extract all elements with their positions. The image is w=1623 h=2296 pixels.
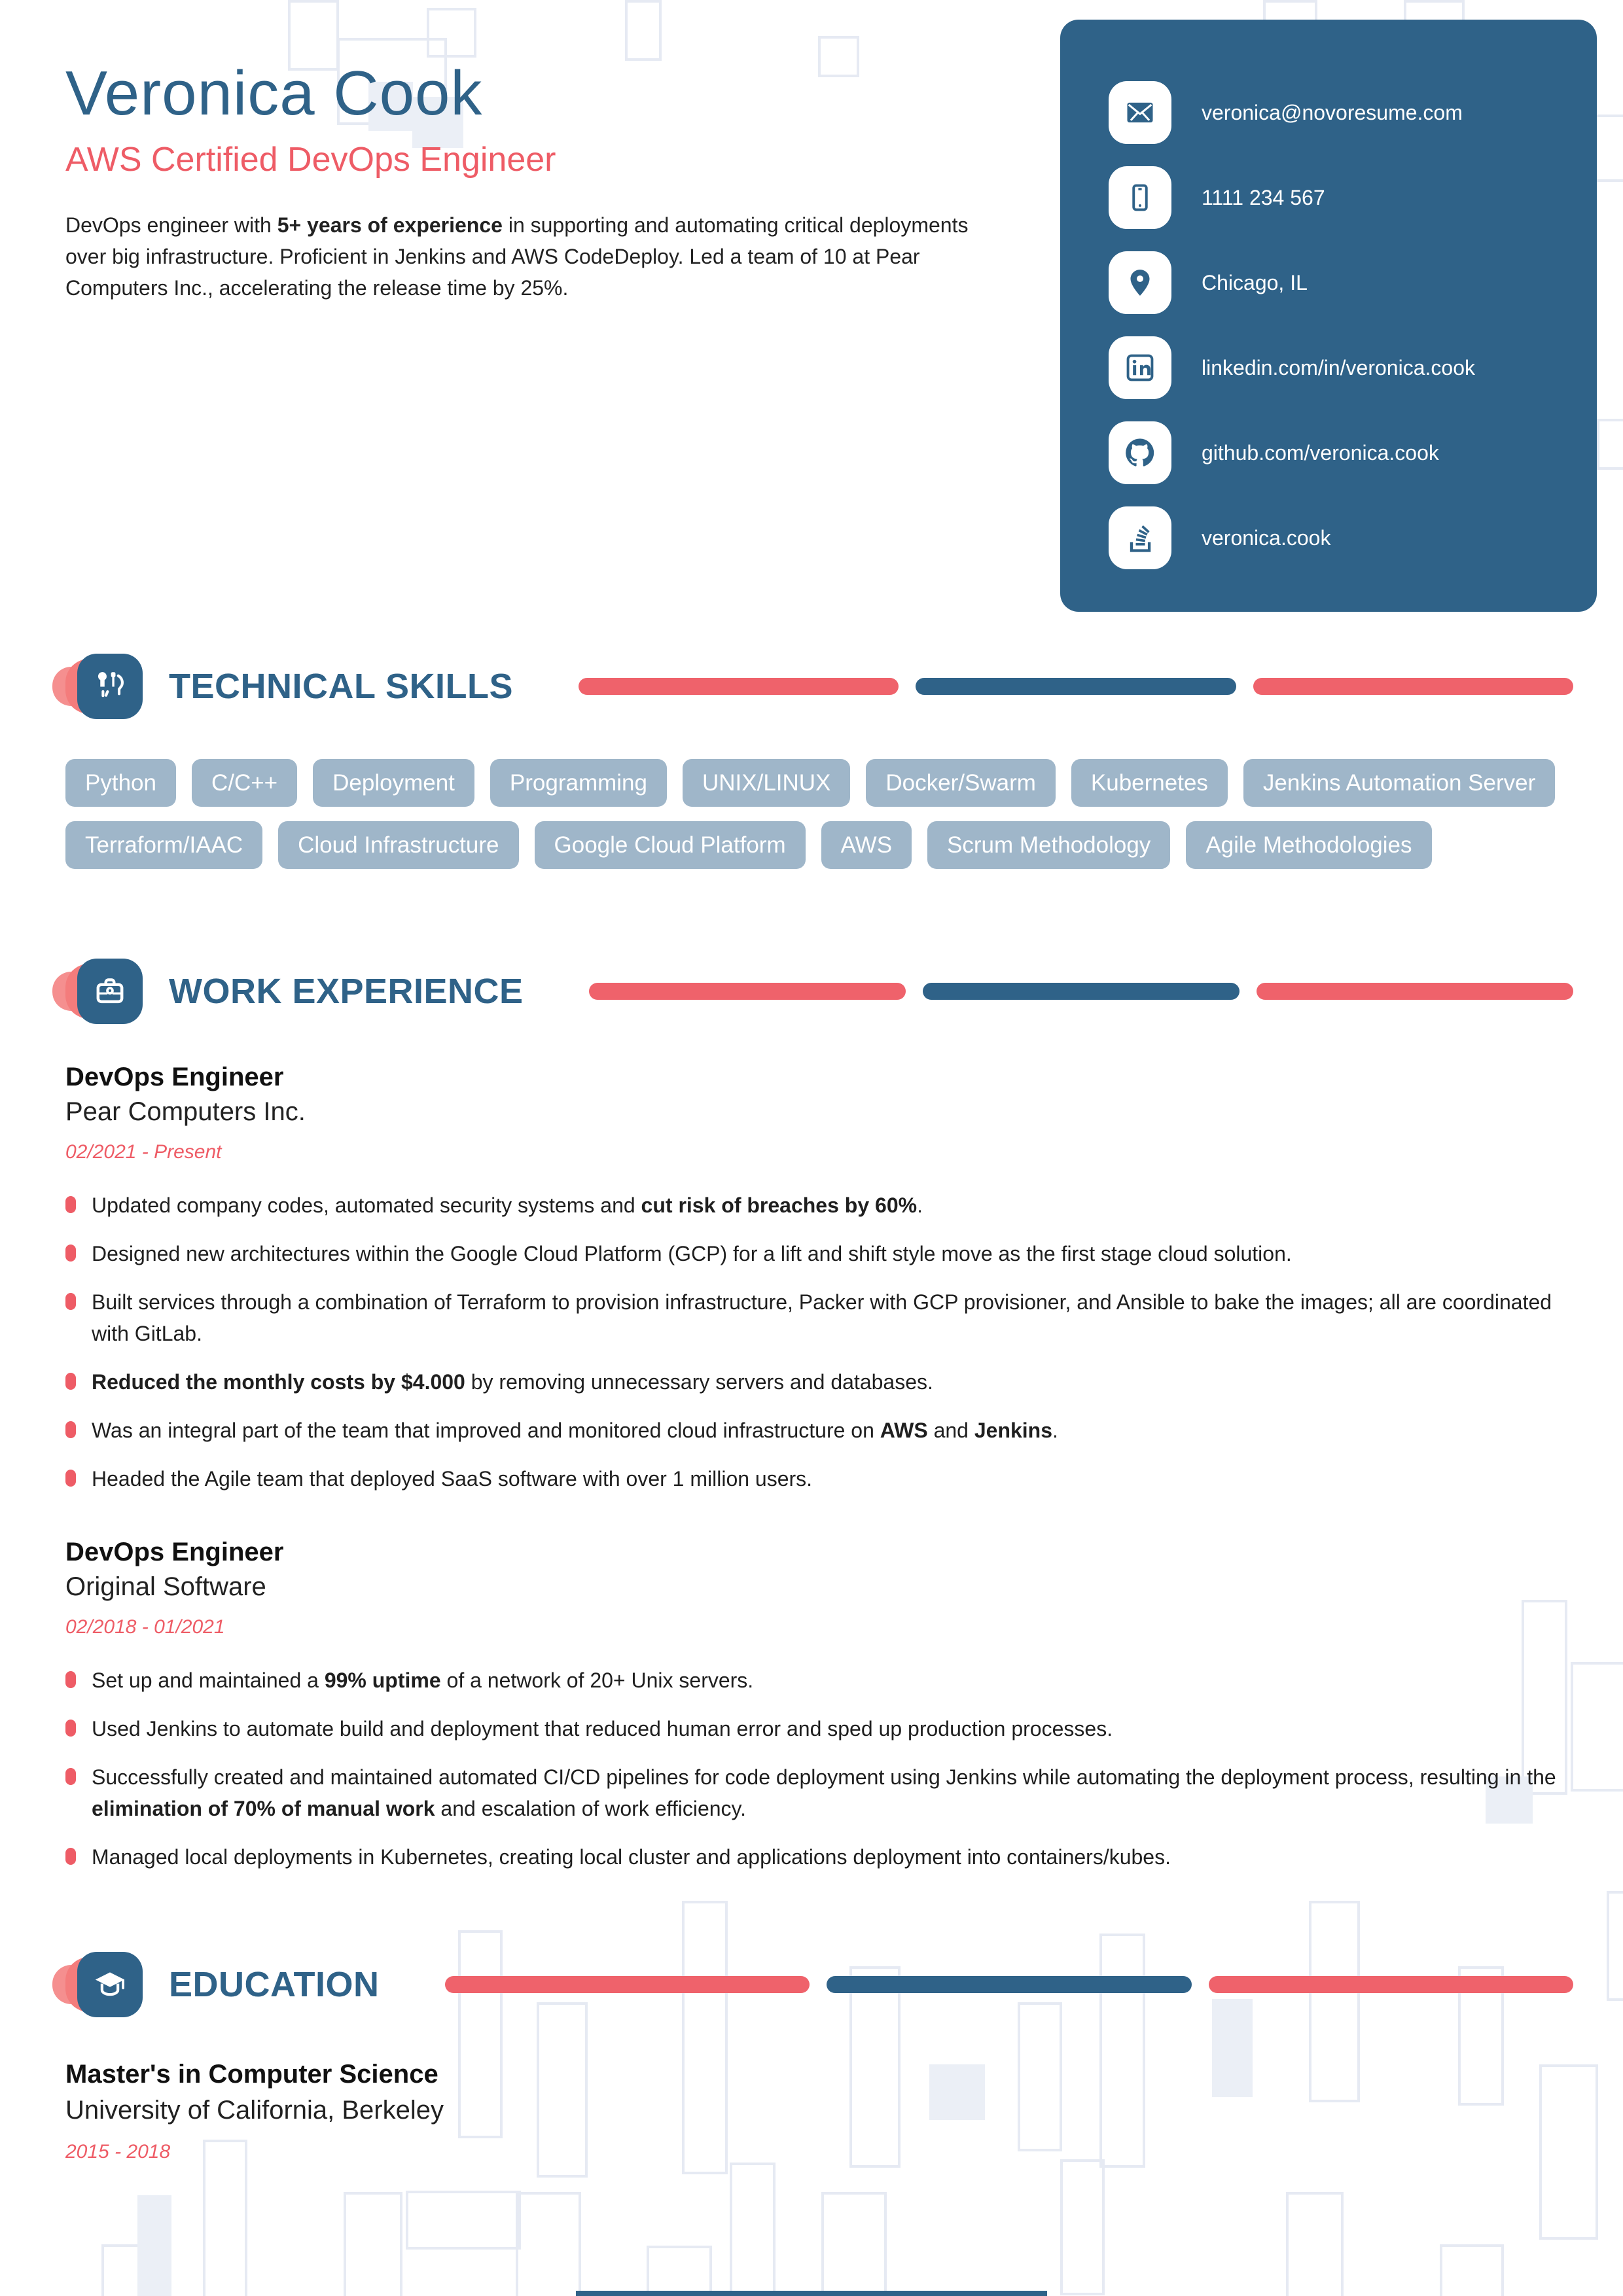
skill-tag: Jenkins Automation Server	[1243, 759, 1555, 807]
job-bullets	[65, 1190, 1573, 1494]
education-dates: 2015 - 2018	[65, 2141, 171, 2163]
skill-tag: Cloud Infrastructure	[278, 821, 518, 869]
bullet-item: Used Jenkins to automate build and deployment that reduced human error and sped up production processes.	[65, 1713, 1573, 1744]
contact-linkedin: linkedin.com/in/veronica.cook	[1202, 355, 1475, 380]
header	[0, 0, 1623, 629]
person-title: AWS Certified DevOps Engineer	[65, 141, 556, 179]
education-degree: Master's in Computer Science	[65, 2060, 438, 2089]
github-icon	[1109, 421, 1171, 484]
job-dates: 02/2018 - 01/2021	[65, 1616, 225, 1638]
education-entry	[65, 2060, 1573, 2163]
background-pattern-rect	[1440, 2244, 1504, 2296]
divider-bar-red	[589, 983, 906, 1000]
work-experience-icon	[65, 953, 143, 1030]
tools-icon	[77, 654, 143, 719]
skill-tag: Deployment	[313, 759, 474, 807]
skill-tag: Google Cloud Platform	[535, 821, 806, 869]
stackoverflow-icon	[1109, 506, 1171, 569]
bullet-item: Reduced the monthly costs by $4.000 by removing unnecessary servers and databases.	[65, 1366, 1573, 1398]
section-title-technical-skills: TECHNICAL SKILLS	[169, 667, 514, 706]
skill-tag: Docker/Swarm	[866, 759, 1055, 807]
skill-tag: Agile Methodologies	[1186, 821, 1431, 869]
bullet-item: Successfully created and maintained automated CI/CD pipelines for code deployment using Jenkins while automating the deployment process, resulting in the elimination of 70% of manual work and escalation of work efficiency.	[65, 1761, 1573, 1824]
background-pattern-rect	[1060, 2159, 1105, 2295]
section-work-experience	[0, 953, 1623, 1873]
job-company: Original Software	[65, 1572, 266, 1601]
contact-stackoverflow: veronica.cook	[1202, 525, 1331, 550]
email-icon	[1109, 81, 1171, 144]
location-icon	[1109, 251, 1171, 314]
skill-tag: Scrum Methodology	[927, 821, 1170, 869]
bullet-item: Was an integral part of the team that improved and monitored cloud infrastructure on AWS and Jenkins.	[65, 1415, 1573, 1446]
contact-row-phone[interactable]	[1109, 166, 1571, 229]
skill-tags	[65, 759, 1573, 869]
bullet-marker	[65, 1373, 76, 1390]
divider-bar-red	[579, 678, 899, 695]
job-company: Pear Computers Inc.	[65, 1097, 306, 1126]
bullet-item: Headed the Agile team that deployed SaaS software with over 1 million users.	[65, 1463, 1573, 1494]
contact-phone: 1111 234 567	[1202, 185, 1325, 209]
contact-github: github.com/veronica.cook	[1202, 440, 1439, 465]
contact-location: Chicago, IL	[1202, 270, 1308, 294]
divider-bar-blue	[923, 983, 1240, 1000]
job-list	[65, 1063, 1573, 1873]
divider-bar-red	[1209, 1976, 1574, 1993]
linkedin-icon	[1109, 336, 1171, 399]
bullet-marker	[65, 1671, 76, 1688]
education-icon	[65, 1946, 143, 2023]
section-header	[65, 648, 1573, 725]
job-bullets	[65, 1665, 1573, 1873]
bullet-item: Managed local deployments in Kubernetes, creating local cluster and applications deployment into containers/kubes.	[65, 1841, 1573, 1873]
bullet-marker	[65, 1720, 76, 1737]
job-entry	[65, 1538, 1573, 1873]
section-divider-bars	[579, 678, 1573, 695]
skill-tag: UNIX/LINUX	[683, 759, 850, 807]
section-divider-bars	[589, 983, 1573, 1000]
bullet-marker	[65, 1196, 76, 1213]
contact-row-linkedin[interactable]	[1109, 336, 1571, 399]
graduation-cap-icon	[77, 1952, 143, 2017]
bullet-marker	[65, 1245, 76, 1262]
contact-row-location	[1109, 251, 1571, 314]
background-pattern-rect	[647, 2246, 712, 2296]
education-school: University of California, Berkeley	[65, 2096, 444, 2125]
bullet-marker	[65, 1421, 76, 1438]
background-pattern-rect	[730, 2163, 776, 2296]
skill-tag: Programming	[490, 759, 667, 807]
bullet-marker	[65, 1768, 76, 1785]
background-pattern-rect	[406, 2191, 521, 2250]
divider-bar-red	[445, 1976, 810, 1993]
background-pattern-rect	[1286, 2192, 1344, 2296]
skill-tag: C/C++	[192, 759, 297, 807]
bullet-item: Built services through a combination of Terraform to provision infrastructure, Packer with GCP provisioner, and Ansible to bake the images; all are coordinated with GitLab.	[65, 1286, 1573, 1349]
section-header	[65, 953, 1573, 1030]
bottom-accent-bar	[576, 2291, 1047, 2296]
divider-bar-blue	[827, 1976, 1192, 1993]
section-divider-bars	[445, 1976, 1574, 1993]
section-title-work-experience: WORK EXPERIENCE	[169, 972, 524, 1011]
contact-row-email[interactable]	[1109, 81, 1571, 144]
job-role: DevOps Engineer	[65, 1538, 284, 1566]
technical-skills-icon	[65, 648, 143, 725]
briefcase-icon	[77, 959, 143, 1024]
background-pattern-rect	[821, 2192, 887, 2296]
contact-email: veronica@novoresume.com	[1202, 100, 1463, 124]
contact-row-stackoverflow[interactable]	[1109, 506, 1571, 569]
section-header	[65, 1946, 1573, 2023]
background-pattern-rect	[516, 2192, 581, 2296]
skill-tag: Kubernetes	[1071, 759, 1228, 807]
section-technical-skills	[0, 648, 1623, 869]
contact-row-github[interactable]	[1109, 421, 1571, 484]
bullet-item: Designed new architectures within the Google Cloud Platform (GCP) for a lift and shift style move as the first stage cloud solution.	[65, 1238, 1573, 1269]
contact-card	[1060, 20, 1597, 612]
person-name: Veronica Cook	[65, 58, 483, 128]
bullet-item: Updated company codes, automated security systems and cut risk of breaches by 60%.	[65, 1190, 1573, 1221]
divider-bar-blue	[916, 678, 1236, 695]
bullet-marker	[65, 1848, 76, 1865]
job-dates: 02/2021 - Present	[65, 1141, 222, 1163]
bullet-item: Set up and maintained a 99% uptime of a network of 20+ Unix servers.	[65, 1665, 1573, 1696]
section-education	[0, 1946, 1623, 2163]
bullet-marker	[65, 1470, 76, 1487]
background-pattern-rect	[344, 2192, 402, 2296]
job-entry	[65, 1063, 1573, 1494]
phone-icon	[1109, 166, 1171, 229]
summary-text: DevOps engineer with 5+ years of experience in supporting and automating critical deployments over big infrastructure. Proficient in Jenkins and AWS CodeDeploy. Led a team of 10 at Pear Computers Inc., accelerating the release time by 25%.	[65, 213, 969, 300]
bullet-marker	[65, 1293, 76, 1310]
background-pattern-rect	[137, 2195, 171, 2296]
skill-tag: AWS	[821, 821, 912, 869]
section-title-education: EDUCATION	[169, 1965, 380, 2004]
divider-bar-red	[1253, 678, 1573, 695]
skill-tag: Terraform/IAAC	[65, 821, 262, 869]
skill-tag: Python	[65, 759, 176, 807]
divider-bar-red	[1257, 983, 1573, 1000]
job-role: DevOps Engineer	[65, 1063, 284, 1091]
